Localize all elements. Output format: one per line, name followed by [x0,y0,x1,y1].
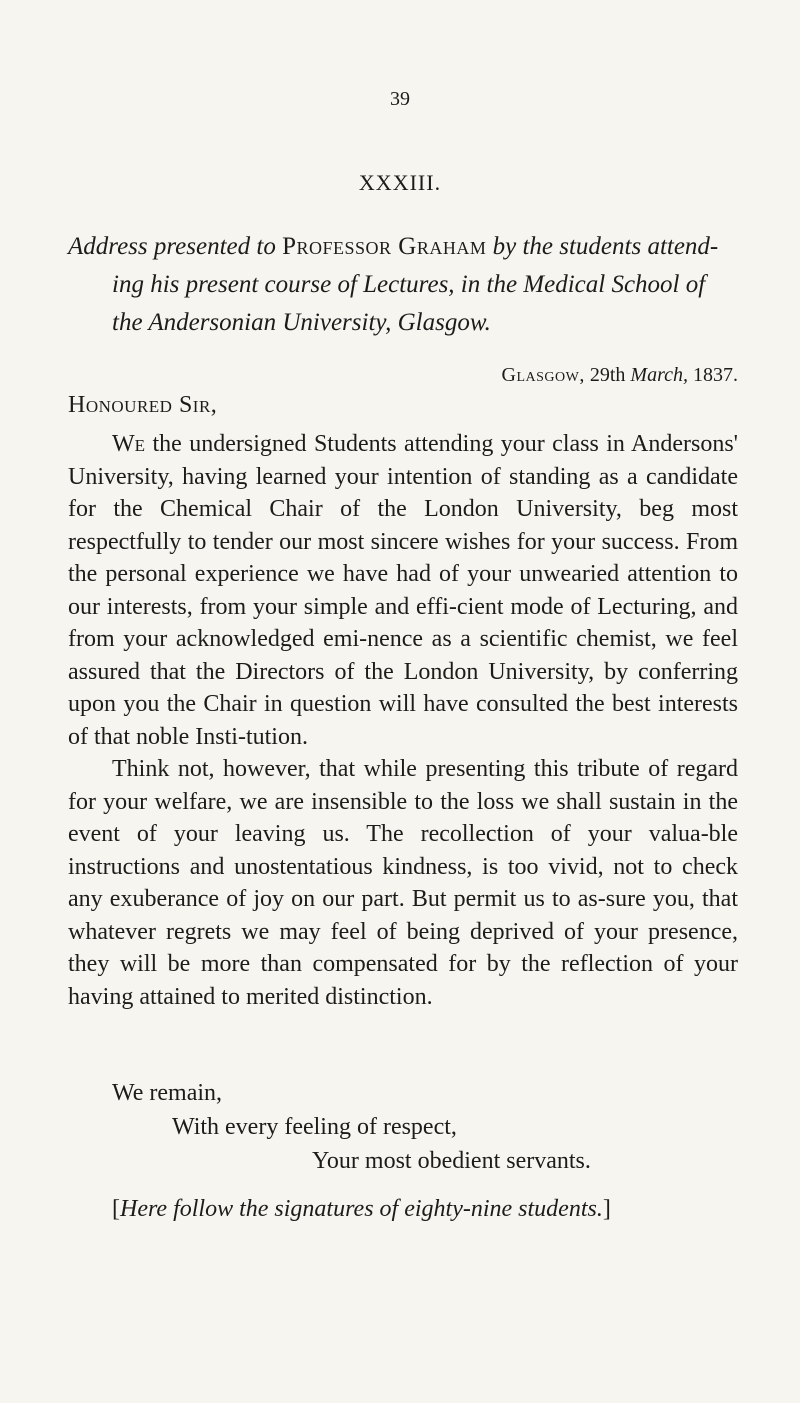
address-title [68,228,738,342]
signatures-note [112,1196,611,1223]
closing-line-1: We remain, [112,1080,223,1106]
dateline-day: 29th [584,364,631,386]
dateline [502,364,738,387]
title-line-3: the Andersonian University, Glasgow. [112,309,491,336]
paragraph-1-lead: We [112,431,146,457]
salutation: Honoured Sir, [68,392,218,418]
letter-body [68,428,738,1013]
closing-line-3: Your most obedient servants. [312,1148,591,1174]
closing-line-2: With every feeling of respect, [172,1114,457,1140]
section-heading: XXXIII. [358,170,442,195]
dateline-month: March, [630,364,688,386]
title-line-2: ing his present course of Lectures, in the Medical School of [112,271,706,298]
note-text: Here follow the signatures of eighty-nine students. [120,1196,603,1222]
note-close-bracket: ] [602,1196,611,1222]
dateline-year: 1837. [688,364,738,386]
paragraph-2: Think not, however, that while presenting this tribute of regard for your welfare, we are insensible to the loss we shall sustain in the event of your leaving us. The recollection of your valua-ble instructions and unostentatious kindness, is too vivid, not to check any exuberance of joy on our part. But permit us to as-sure you, that whatever regrets we may feel of being deprived of your presence, they will be more than compensated for by the reflection of your having attained to merited distinction. [68,756,738,1010]
professor-name: Professor Graham [282,233,487,260]
dateline-place: Glasgow, [501,364,585,386]
note-open-bracket: [ [112,1196,120,1222]
paragraph-1 [68,428,738,753]
paragraph-1-text: the undersigned Students attending your class in Andersons' University, having learned your intention of standing as a candidate for the Chemical Chair of the London University, beg most respectfully to tender our most sincere wishes for your success. From the personal experience we have had of your unwearied attention to our interests, from your simple and effi-cient mode of Lecturing, and from your acknowledged emi-nence as a scientific chemist, we feel assured that the Directors of the London University, by conferring upon you the Chair in question will have consulted the best interests of that noble Insti-tution. [68,431,738,750]
page-number: 39 [390,88,410,110]
title-line-1: Address presented to Professor Graham by the students attend- [68,233,719,260]
